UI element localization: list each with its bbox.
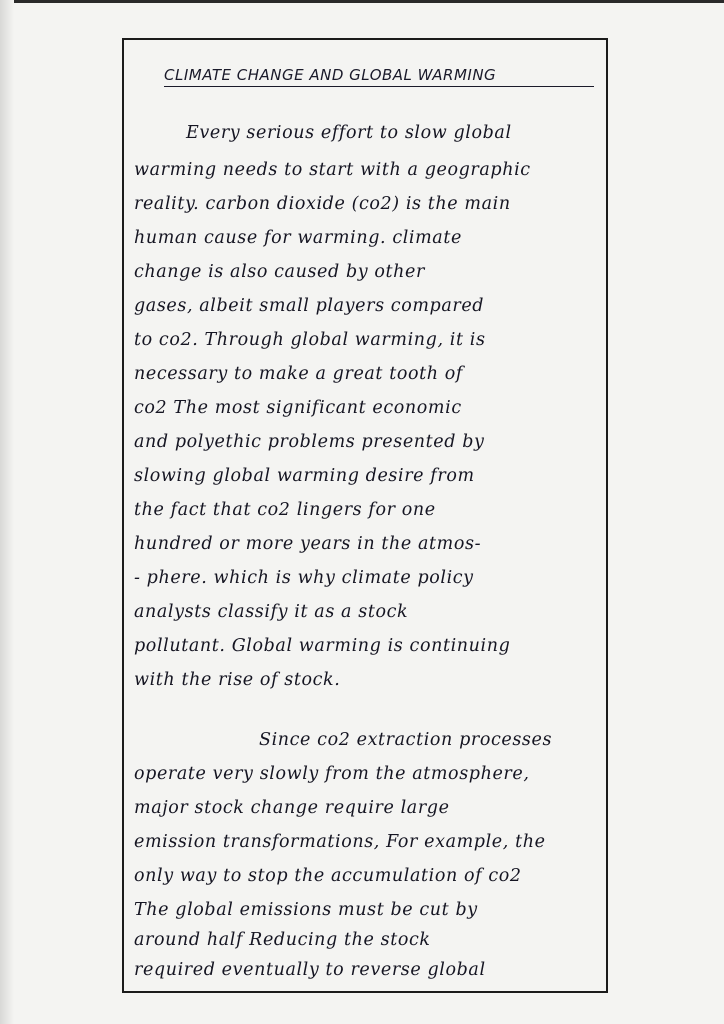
text-line-16: pollutant. Global warming is continuing bbox=[134, 636, 511, 656]
text-line-10: and polyethic problems presented by bbox=[134, 432, 485, 452]
text-line-21: emission transformations, For example, the bbox=[134, 832, 546, 852]
text-line-8: necessary to make a great tooth of bbox=[134, 364, 464, 384]
text-line-11: slowing global warming desire from bbox=[134, 466, 475, 486]
page-border-frame bbox=[122, 38, 608, 993]
page-top-edge bbox=[0, 0, 724, 3]
text-line-22: only way to stop the accumulation of co2 bbox=[134, 866, 522, 886]
text-line-7: to co2. Through global warming, it is bbox=[134, 330, 486, 350]
text-line-25: required eventually to reverse global bbox=[134, 960, 486, 980]
text-line-3: reality. carbon dioxide (co2) is the main bbox=[134, 194, 511, 214]
text-line-20: major stock change require large bbox=[134, 798, 450, 818]
text-line-17: with the rise of stock. bbox=[134, 670, 341, 690]
text-line-24: around half Reducing the stock bbox=[134, 930, 431, 950]
page-left-shadow bbox=[0, 0, 14, 1024]
text-line-12: the fact that co2 lingers for one bbox=[134, 500, 436, 520]
text-line-1: Every serious effort to slow global bbox=[186, 123, 512, 143]
page-title: CLIMATE CHANGE AND GLOBAL WARMING bbox=[164, 66, 594, 87]
text-line-19: operate very slowly from the atmosphere, bbox=[134, 764, 530, 784]
text-line-4: human cause for warming. climate bbox=[134, 228, 462, 248]
text-line-23: The global emissions must be cut by bbox=[134, 900, 478, 920]
text-line-6: gases, albeit small players compared bbox=[134, 296, 485, 316]
text-line-14: - phere. which is why climate policy bbox=[134, 568, 474, 588]
text-line-18: Since co2 extraction processes bbox=[259, 730, 553, 750]
text-line-2: warming needs to start with a geographic bbox=[134, 160, 531, 180]
text-line-15: analysts classify it as a stock bbox=[134, 602, 409, 622]
text-line-5: change is also caused by other bbox=[134, 262, 425, 282]
text-line-13: hundred or more years in the atmos- bbox=[134, 534, 482, 554]
text-line-9: co2 The most significant economic bbox=[134, 398, 462, 418]
